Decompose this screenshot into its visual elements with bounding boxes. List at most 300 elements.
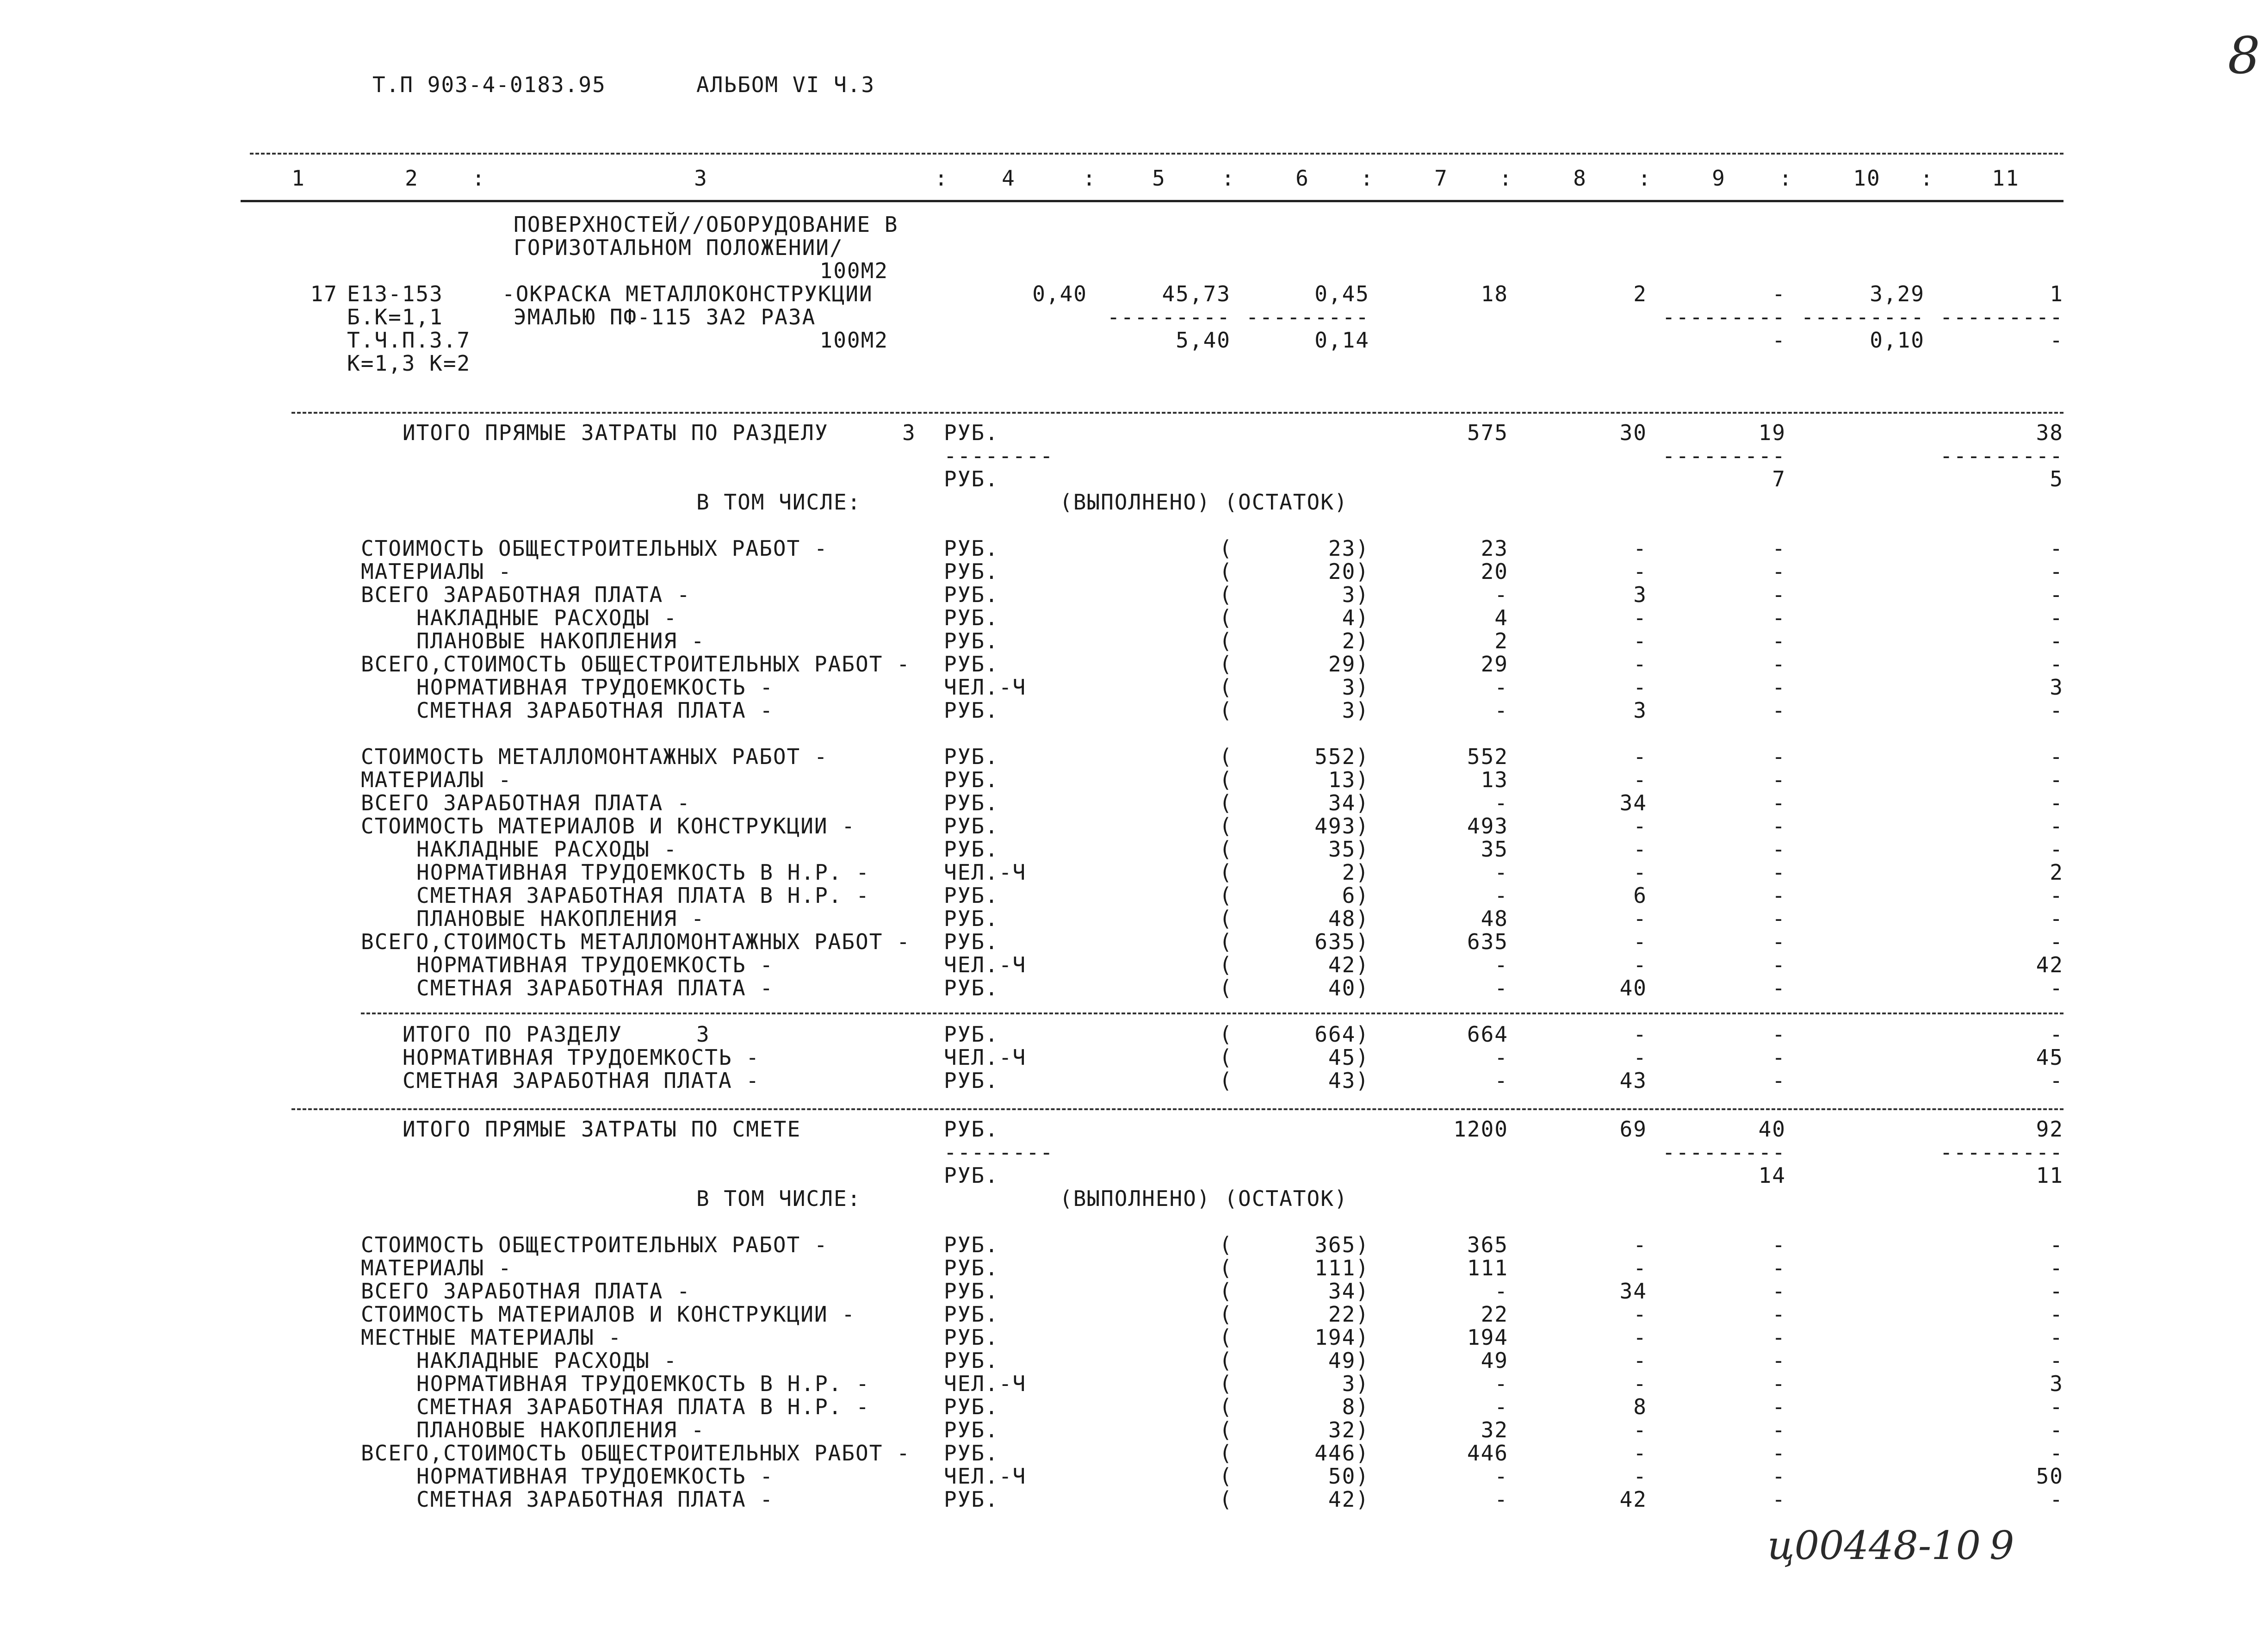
column-header-cell: : — [1779, 166, 1793, 191]
row-done-value: 42) — [1328, 1487, 1369, 1512]
row-label: ПЛАНОВЫЕ НАКОПЛЕНИЯ - — [416, 628, 705, 653]
estimate-total-col7: 1200 — [1453, 1117, 1508, 1142]
row-col8: - — [1633, 1417, 1647, 1442]
row-col8: 34 — [1619, 1279, 1647, 1304]
row-col11: - — [2050, 628, 2064, 653]
item-col5-b: 5,40 — [1176, 328, 1231, 353]
row-done-value: 29) — [1328, 652, 1369, 677]
row-label: ВСЕГО ЗАРАБОТНАЯ ПЛАТА - — [361, 790, 691, 815]
row-unit: РУБ. — [944, 1348, 999, 1373]
row-col9: - — [1772, 929, 1786, 954]
row-done-value: 48) — [1328, 906, 1369, 931]
estimate-total-col11-b: 11 — [2036, 1163, 2064, 1188]
row-col7: 552 — [1467, 744, 1508, 769]
row-done-value: 552) — [1314, 744, 1369, 769]
row-col8: 43 — [1619, 1068, 1647, 1093]
item-code: Е13-153 — [347, 281, 443, 306]
row-col7: 111 — [1467, 1255, 1508, 1280]
row-col9: - — [1772, 536, 1786, 561]
row-col8: - — [1633, 559, 1647, 584]
row-col9: - — [1772, 675, 1786, 700]
row-label: СМЕТНАЯ ЗАРАБОТНАЯ ПЛАТА - — [416, 1487, 774, 1512]
row-col7: 446 — [1467, 1441, 1508, 1466]
row-col11: - — [2050, 698, 2064, 723]
row-col8: - — [1633, 1325, 1647, 1350]
row-col7: - — [1494, 582, 1508, 607]
row-col7: 365 — [1467, 1232, 1508, 1257]
row-open-paren: ( — [1219, 1348, 1233, 1373]
row-col9: - — [1772, 698, 1786, 723]
row-done-value: 45) — [1328, 1045, 1369, 1070]
row-unit: РУБ. — [944, 1279, 999, 1304]
row-open-paren: ( — [1219, 1022, 1233, 1047]
row-unit: РУБ. — [944, 1487, 999, 1512]
row-label: МАТЕРИАЛЫ - — [361, 1255, 512, 1280]
row-unit: РУБ. — [944, 1417, 999, 1442]
row-open-paren: ( — [1219, 1279, 1233, 1304]
row-done-value: 8) — [1342, 1394, 1369, 1419]
row-done-value: 23) — [1328, 536, 1369, 561]
row-done-value: 34) — [1328, 1279, 1369, 1304]
row-col9: - — [1772, 559, 1786, 584]
row-done-value: 3) — [1342, 698, 1369, 723]
row-col9: - — [1772, 952, 1786, 977]
row-col7: 32 — [1481, 1417, 1508, 1442]
row-done-value: 35) — [1328, 837, 1369, 862]
row-label: СМЕТНАЯ ЗАРАБОТНАЯ ПЛАТА - — [416, 698, 774, 723]
row-col11: - — [2050, 536, 2064, 561]
column-header-cell: 7 — [1434, 166, 1448, 191]
row-label: МАТЕРИАЛЫ - — [361, 559, 512, 584]
row-col8: 3 — [1633, 582, 1647, 607]
row-col7: 49 — [1481, 1348, 1508, 1373]
estimate-total-unit: РУБ. — [944, 1117, 999, 1142]
row-col9: - — [1772, 1068, 1786, 1093]
row-col9: - — [1772, 605, 1786, 630]
row-label: МЕСТНЫЕ МАТЕРИАЛЫ - — [361, 1325, 622, 1350]
row-col11: - — [2050, 744, 2064, 769]
row-label: СТОИМОСТЬ МАТЕРИАЛОВ И КОНСТРУКЦИИ - — [361, 1302, 855, 1327]
row-col8: 42 — [1619, 1487, 1647, 1512]
item-unit: 100М2 — [819, 328, 888, 353]
section-total-col9-sep: --------- — [1662, 443, 1786, 468]
row-col9: - — [1772, 582, 1786, 607]
row-col11: - — [2050, 1487, 2064, 1512]
row-col8: - — [1633, 652, 1647, 677]
row-label: НОРМАТИВНАЯ ТРУДОЕМКОСТЬ В Н.Р. - — [416, 1371, 870, 1396]
row-unit: ЧЕЛ.-Ч — [944, 675, 1027, 700]
row-unit: РУБ. — [944, 975, 999, 1000]
row-col11: - — [2050, 1302, 2064, 1327]
row-col8: - — [1633, 906, 1647, 931]
row-col8: - — [1633, 1232, 1647, 1257]
row-done-value: 40) — [1328, 975, 1369, 1000]
row-section-num: 3 — [696, 1022, 710, 1047]
row-done-value: 3) — [1342, 675, 1369, 700]
item-col11-sep: --------- — [1940, 304, 2064, 329]
row-col9: - — [1772, 1441, 1786, 1466]
row-col9: - — [1772, 1232, 1786, 1257]
item-col9-a: - — [1772, 281, 1786, 306]
row-label: СТОИМОСТЬ ОБЩЕСТРОИТЕЛЬНЫХ РАБОТ - — [361, 1232, 828, 1257]
row-col9: - — [1772, 883, 1786, 908]
row-open-paren: ( — [1219, 790, 1233, 815]
row-open-paren: ( — [1219, 860, 1233, 885]
row-col8: - — [1633, 1464, 1647, 1489]
row-done-value: 664) — [1314, 1022, 1369, 1047]
estimate-total-col8: 69 — [1619, 1117, 1647, 1142]
row-col11: - — [2050, 1417, 2064, 1442]
row-done-value: 43) — [1328, 1068, 1369, 1093]
item-description-2: ЭМАЛЬЮ ПФ-115 ЗА2 РАЗА — [514, 304, 816, 329]
row-col7: - — [1494, 1045, 1508, 1070]
row-col9: - — [1772, 1045, 1786, 1070]
row-label: ВСЕГО ЗАРАБОТНАЯ ПЛАТА - — [361, 1279, 691, 1304]
row-unit: РУБ. — [944, 883, 999, 908]
row-col9: - — [1772, 744, 1786, 769]
row-unit: РУБ. — [944, 536, 999, 561]
row-col9: - — [1772, 790, 1786, 815]
row-col8: - — [1633, 860, 1647, 885]
row-label: ПЛАНОВЫЕ НАКОПЛЕНИЯ - — [416, 1417, 705, 1442]
column-header-cell: 11 — [1992, 166, 2020, 191]
row-col9: - — [1772, 1255, 1786, 1280]
row-col7: 4 — [1494, 605, 1508, 630]
row-col11: - — [2050, 883, 2064, 908]
row-col9: - — [1772, 1417, 1786, 1442]
row-done-value: 22) — [1328, 1302, 1369, 1327]
row-done-value: 6) — [1342, 883, 1369, 908]
row-done-value: 42) — [1328, 952, 1369, 977]
section-total-col11-b: 5 — [2050, 466, 2064, 491]
estimate-total-col11: 92 — [2036, 1117, 2064, 1142]
row-col11: - — [2050, 790, 2064, 815]
row-open-paren: ( — [1219, 675, 1233, 700]
item-col10-a: 3,29 — [1870, 281, 1925, 306]
item-code-ref: Т.Ч.П.3.7 — [347, 328, 471, 353]
column-header-cell: 3 — [694, 166, 708, 191]
estimate-total-col11-sep: --------- — [1940, 1140, 2064, 1165]
row-label: ВСЕГО,СТОИМОСТЬ ОБЩЕСТРОИТЕЛЬНЫХ РАБОТ - — [361, 1441, 911, 1466]
row-unit: РУБ. — [944, 929, 999, 954]
group2-bottom-rule — [361, 1013, 2064, 1014]
item-col6-sep: --------- — [1246, 304, 1369, 329]
row-col9: - — [1772, 628, 1786, 653]
header-bottom-rule — [241, 200, 2064, 202]
item-col11-a: 1 — [2050, 281, 2064, 306]
row-open-paren: ( — [1219, 929, 1233, 954]
row-unit: РУБ. — [944, 814, 999, 839]
row-label: ВСЕГО,СТОИМОСТЬ МЕТАЛЛОМОНТАЖНЫХ РАБОТ - — [361, 929, 911, 954]
row-col9: - — [1772, 1487, 1786, 1512]
row-col7: 22 — [1481, 1302, 1508, 1327]
row-done-value: 50) — [1328, 1464, 1369, 1489]
including-label-2: В ТОМ ЧИСЛЕ: — [696, 1186, 861, 1211]
row-col7: - — [1494, 883, 1508, 908]
estimate-total-label: ИТОГО ПРЯМЫЕ ЗАТРАТЫ ПО СМЕТЕ — [403, 1117, 801, 1142]
row-col8: - — [1633, 744, 1647, 769]
row-col7: - — [1494, 1279, 1508, 1304]
row-col9: - — [1772, 1348, 1786, 1373]
row-done-value: 34) — [1328, 790, 1369, 815]
row-label: НОРМАТИВНАЯ ТРУДОЕМКОСТЬ В Н.Р. - — [416, 860, 870, 885]
row-open-paren: ( — [1219, 1394, 1233, 1419]
row-col11: 42 — [2036, 952, 2064, 977]
row-done-value: 49) — [1328, 1348, 1369, 1373]
column-header-cell: : — [472, 166, 486, 191]
estimate-rule — [291, 1108, 2064, 1110]
item-col9-sep: --------- — [1662, 304, 1786, 329]
row-col9: - — [1772, 906, 1786, 931]
row-open-paren: ( — [1219, 1325, 1233, 1350]
row-open-paren: ( — [1219, 906, 1233, 931]
section-total-col7: 575 — [1467, 420, 1508, 445]
row-open-paren: ( — [1219, 1255, 1233, 1280]
row-done-value: 2) — [1342, 628, 1369, 653]
row-open-paren: ( — [1219, 1417, 1233, 1442]
row-label: НОРМАТИВНАЯ ТРУДОЕМКОСТЬ - — [416, 1464, 774, 1489]
section-total-unit-sep: -------- — [944, 443, 1054, 468]
row-col7: - — [1494, 1068, 1508, 1093]
row-unit: ЧЕЛ.-Ч — [944, 1464, 1027, 1489]
section-total-unit-2: РУБ. — [944, 466, 999, 491]
row-col11: - — [2050, 1441, 2064, 1466]
row-col11: - — [2050, 1068, 2064, 1093]
column-header-cell: 5 — [1152, 166, 1166, 191]
section-total-num: 3 — [902, 420, 916, 445]
row-col7: 29 — [1481, 652, 1508, 677]
row-col7: 493 — [1467, 814, 1508, 839]
row-col11: 45 — [2036, 1045, 2064, 1070]
estimate-total-col9: 40 — [1758, 1117, 1786, 1142]
row-col7: - — [1494, 790, 1508, 815]
row-open-paren: ( — [1219, 814, 1233, 839]
row-col11: 50 — [2036, 1464, 2064, 1489]
row-col7: - — [1494, 1487, 1508, 1512]
row-col7: 635 — [1467, 929, 1508, 954]
handwritten-code: ц00448-10 — [1767, 1523, 1981, 1568]
row-col9: - — [1772, 767, 1786, 792]
row-col8: - — [1633, 814, 1647, 839]
column-header-cell: 10 — [1853, 166, 1881, 191]
row-label: СТОИМОСТЬ ОБЩЕСТРОИТЕЛЬНЫХ РАБОТ - — [361, 536, 828, 561]
row-open-paren: ( — [1219, 698, 1233, 723]
row-done-value: 194) — [1314, 1325, 1369, 1350]
row-unit: ЧЕЛ.-Ч — [944, 952, 1027, 977]
row-label: ПЛАНОВЫЕ НАКОПЛЕНИЯ - — [416, 906, 705, 931]
row-col8: - — [1633, 952, 1647, 977]
row-label: СМЕТНАЯ ЗАРАБОТНАЯ ПЛАТА - — [403, 1068, 760, 1093]
row-open-paren: ( — [1219, 582, 1233, 607]
item-col8: 2 — [1633, 281, 1647, 306]
row-col8: - — [1633, 1022, 1647, 1047]
row-col7: 13 — [1481, 767, 1508, 792]
column-header-cell: : — [1360, 166, 1374, 191]
row-col8: - — [1633, 675, 1647, 700]
row-unit: РУБ. — [944, 1441, 999, 1466]
row-unit: РУБ. — [944, 767, 999, 792]
row-col9: - — [1772, 1302, 1786, 1327]
estimate-total-unit-sep: -------- — [944, 1140, 1054, 1165]
doc-code: Т.П 903-4-0183.95 — [372, 72, 606, 97]
section-total-col9: 19 — [1758, 420, 1786, 445]
item-col7: 18 — [1481, 281, 1508, 306]
row-label: НОРМАТИВНАЯ ТРУДОЕМКОСТЬ - — [403, 1045, 760, 1070]
section-total-col11-sep: --------- — [1940, 443, 2064, 468]
row-unit: РУБ. — [944, 1068, 999, 1093]
row-open-paren: ( — [1219, 1045, 1233, 1070]
row-open-paren: ( — [1219, 536, 1233, 561]
row-col11: - — [2050, 1232, 2064, 1257]
album-label: АЛЬБОМ VI Ч.3 — [696, 72, 875, 97]
column-header-cell: : — [1920, 166, 1934, 191]
row-unit: РУБ. — [944, 698, 999, 723]
row-unit: ЧЕЛ.-Ч — [944, 1371, 1027, 1396]
row-col7: 20 — [1481, 559, 1508, 584]
row-unit: ЧЕЛ.-Ч — [944, 860, 1027, 885]
column-header-cell: 2 — [405, 166, 419, 191]
row-col11: - — [2050, 814, 2064, 839]
row-col8: - — [1633, 1302, 1647, 1327]
row-unit: РУБ. — [944, 1325, 999, 1350]
row-unit: РУБ. — [944, 652, 999, 677]
row-done-value: 635) — [1314, 929, 1369, 954]
row-label: СМЕТНАЯ ЗАРАБОТНАЯ ПЛАТА - — [416, 975, 774, 1000]
row-label: ИТОГО ПО РАЗДЕЛУ — [403, 1022, 623, 1047]
row-col9: - — [1772, 814, 1786, 839]
column-header-cell: : — [1638, 166, 1652, 191]
row-col7: - — [1494, 1464, 1508, 1489]
row-done-value: 32) — [1328, 1417, 1369, 1442]
row-done-value: 3) — [1342, 1371, 1369, 1396]
prev-item-text-1: ПОВЕРХНОСТЕЙ//ОБОРУДОВАНИЕ В — [514, 212, 899, 237]
row-col11: - — [2050, 1022, 2064, 1047]
page-mark: 8 — [2228, 26, 2260, 85]
row-open-paren: ( — [1219, 605, 1233, 630]
row-done-value: 13) — [1328, 767, 1369, 792]
row-col11: - — [2050, 605, 2064, 630]
row-col9: - — [1772, 652, 1786, 677]
row-col7: 48 — [1481, 906, 1508, 931]
row-unit: РУБ. — [944, 605, 999, 630]
row-unit: РУБ. — [944, 1022, 999, 1047]
row-done-value: 446) — [1314, 1441, 1369, 1466]
row-unit: РУБ. — [944, 1232, 999, 1257]
row-col8: 34 — [1619, 790, 1647, 815]
item-code-coef2: К=1,3 К=2 — [347, 351, 471, 376]
row-col11: - — [2050, 929, 2064, 954]
row-col11: 3 — [2050, 1371, 2064, 1396]
item-col5-a: 45,73 — [1162, 281, 1231, 306]
row-open-paren: ( — [1219, 1068, 1233, 1093]
row-col11: - — [2050, 1255, 2064, 1280]
estimate-total-unit-2: РУБ. — [944, 1163, 999, 1188]
header-top-rule — [250, 153, 2064, 155]
prev-item-unit: 100М2 — [819, 258, 888, 283]
row-col7: - — [1494, 698, 1508, 723]
row-unit: РУБ. — [944, 790, 999, 815]
row-label: НАКЛАДНЫЕ РАСХОДЫ - — [416, 605, 678, 630]
row-col8: 6 — [1633, 883, 1647, 908]
row-label: СТОИМОСТЬ МАТЕРИАЛОВ И КОНСТРУКЦИИ - — [361, 814, 855, 839]
section-rule — [291, 412, 2064, 414]
row-open-paren: ( — [1219, 744, 1233, 769]
prev-item-text-2: ГОРИЗОТАЛЬНОМ ПОЛОЖЕНИИ/ — [514, 235, 843, 260]
row-label: СМЕТНАЯ ЗАРАБОТНАЯ ПЛАТА В Н.Р. - — [416, 883, 870, 908]
column-header-cell: 8 — [1573, 166, 1587, 191]
row-done-value: 20) — [1328, 559, 1369, 584]
row-open-paren: ( — [1219, 837, 1233, 862]
row-col7: - — [1494, 1394, 1508, 1419]
item-number: 17 — [310, 281, 338, 306]
row-col9: - — [1772, 1371, 1786, 1396]
row-col9: - — [1772, 1394, 1786, 1419]
row-open-paren: ( — [1219, 559, 1233, 584]
row-unit: РУБ. — [944, 837, 999, 862]
row-col11: - — [2050, 582, 2064, 607]
row-col8: 3 — [1633, 698, 1647, 723]
row-col7: - — [1494, 675, 1508, 700]
row-col8: - — [1633, 1441, 1647, 1466]
row-unit: РУБ. — [944, 906, 999, 931]
item-col6-a: 0,45 — [1314, 281, 1369, 306]
row-open-paren: ( — [1219, 1302, 1233, 1327]
row-col7: - — [1494, 952, 1508, 977]
row-unit: РУБ. — [944, 1255, 999, 1280]
row-col11: - — [2050, 1279, 2064, 1304]
column-header-cell: 9 — [1712, 166, 1726, 191]
row-open-paren: ( — [1219, 883, 1233, 908]
item-qty: 0,40 — [1032, 281, 1087, 306]
row-label: НОРМАТИВНАЯ ТРУДОЕМКОСТЬ - — [416, 952, 774, 977]
estimate-total-col9-b: 14 — [1758, 1163, 1786, 1188]
item-col5-sep: --------- — [1107, 304, 1231, 329]
section-total-col8: 30 — [1619, 420, 1647, 445]
row-col7: 664 — [1467, 1022, 1508, 1047]
column-header-cell: : — [1221, 166, 1235, 191]
item-col10-sep: --------- — [1801, 304, 1925, 329]
row-col11: - — [2050, 652, 2064, 677]
section-total-unit: РУБ. — [944, 420, 999, 445]
row-col11: - — [2050, 1348, 2064, 1373]
row-done-value: 4) — [1342, 605, 1369, 630]
row-col11: - — [2050, 767, 2064, 792]
row-label: ВСЕГО ЗАРАБОТНАЯ ПЛАТА - — [361, 582, 691, 607]
item-code-coef: Б.К=1,1 — [347, 304, 443, 329]
item-description: -ОКРАСКА МЕТАЛЛОКОНСТРУКЦИИ — [502, 281, 873, 306]
row-col8: 40 — [1619, 975, 1647, 1000]
row-col9: - — [1772, 1279, 1786, 1304]
row-label: СМЕТНАЯ ЗАРАБОТНАЯ ПЛАТА В Н.Р. - — [416, 1394, 870, 1419]
row-col7: 23 — [1481, 536, 1508, 561]
row-col8: - — [1633, 605, 1647, 630]
row-col7: - — [1494, 975, 1508, 1000]
row-col8: - — [1633, 767, 1647, 792]
row-unit: РУБ. — [944, 559, 999, 584]
row-open-paren: ( — [1219, 1371, 1233, 1396]
column-header-cell: 6 — [1295, 166, 1309, 191]
estimate-total-col9-sep: --------- — [1662, 1140, 1786, 1165]
row-open-paren: ( — [1219, 1487, 1233, 1512]
item-col6-b: 0,14 — [1314, 328, 1369, 353]
row-col9: - — [1772, 1022, 1786, 1047]
column-header-cell: : — [1083, 166, 1097, 191]
row-col8: - — [1633, 1348, 1647, 1373]
row-col8: - — [1633, 837, 1647, 862]
including-note-2: (ВЫПОЛНЕНО) (ОСТАТОК) — [1060, 1186, 1348, 1211]
row-col11: 2 — [2050, 860, 2064, 885]
row-col11: - — [2050, 1325, 2064, 1350]
